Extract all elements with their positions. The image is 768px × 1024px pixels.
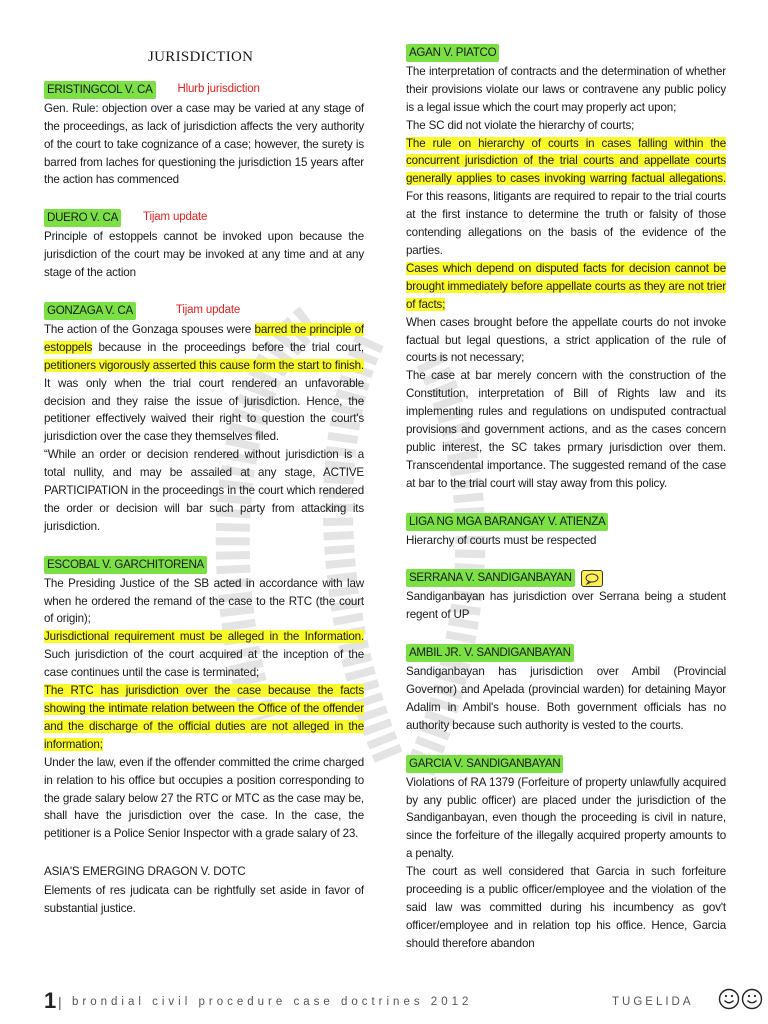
text-run: because in the proceedings before the trial court, [92,340,364,354]
case-liga [406,513,726,550]
case-title: ERISTINGCOL V. CA [44,81,156,99]
right-column [406,44,726,973]
case-text: The SC did not violate the hierarchy of courts; [406,118,635,132]
case-title: AGAN V. PIATCO [406,44,499,62]
case-title: GONZAGA V. CA [44,302,136,320]
case-title: GARCIA V. SANDIGANBAYAN [406,755,563,773]
page-footer [44,988,764,1018]
page-number: 1 [44,988,57,1013]
comment-icon[interactable] [581,570,603,587]
case-agan [406,44,726,493]
footer-author: TUGELIDA [612,996,694,1008]
case-text [406,135,726,260]
case-title: SERRANA V. SANDIGANBAYAN [406,569,575,587]
case-text: The Presiding Justice of the SB acted in accordance with law when he ordered the remand of the case to the RTC (the court of origin); [44,576,364,626]
case-text [44,628,364,682]
case-text: Sandiganbayan has jurisdiction over Serrana being a student regent of UP [406,590,726,622]
text-run: It was only when the trial court rendered an unfavorable decision and they raise the issue of jurisdiction. Hence, the petitioner effectively waived their right to question the court's jurisdiction over the case they themselves filed. [44,376,364,444]
highlighted-text: The RTC has jurisdiction over the case because the facts showing the intimate relation between the Office of the offender and the discharge of the official duties are not alleged in the information; [44,684,364,751]
footer-separator: | [58,994,62,1010]
case-text: Violations of RA 1379 (Forfeiture of property unlawfully acquired by any public officer) are placed under the jurisdiction of the Sandiganbayan, even though the proceeding is civil in nature, since the forfeiture of the illegally acquired property amounts to a penalty. [406,775,726,861]
case-asias [44,863,364,918]
highlighted-text: The rule on hierarchy of courts in cases falling within the concurrent jurisdiction of the trial courts and appellate courts generally applies to cases invoking warring factual allegations. [406,136,726,186]
highlighted-text: petitioners vigorously asserted this cause form the start to finish. [44,358,364,372]
case-title: ESCOBAL V. GARCHITORENA [44,556,207,574]
case-text: When cases brought before the appellate courts do not invoke factual but legal questions, a strict application of the rule of courts is not necessary; [406,315,726,365]
case-text [406,260,726,314]
smiley-icon [718,988,764,1010]
left-column [44,44,364,938]
case-gonzaga [44,302,364,536]
case-text: Principle of estoppels cannot be invoked upon because the jurisdiction of the court may be invoked at any time and at any stage of the action [44,230,364,280]
highlighted-text: barred the principle of estoppels [44,322,364,354]
case-garcia [406,755,726,953]
case-text: Gen. Rule: objection over a case may be varied at any stage of the proceedings, as lack of jurisdiction affects the very authority of the court to take cognizance of a case; however, the surety is barred from laches for questioning the jurisdiction 15 years after the action has commenced [44,101,364,187]
case-note: Tijam update [175,303,241,316]
case-text: Hierarchy of courts must be respected [406,533,597,547]
case-title: DUERO V. CA [44,209,121,227]
highlighted-text: Jurisdictional requirement must be alleged in the Information. [44,630,364,644]
case-escobal [44,556,364,844]
case-note: Tijam update [143,211,208,224]
case-text [44,321,364,446]
case-text [44,682,364,754]
case-text: The case at bar merely concern with the construction of the Constitution, interpretation of Bill of Rights law and its implementing rules and regulations on undisputed contractual provisions and government actions, and as the cases concern public interest, the SC takes prmary jurisdiction over them. Transcendental importance. The suggested remand of the case at bar to the trial court will stay away from this policy. [406,369,726,490]
case-serrana [406,569,726,624]
text-run: Such jurisdiction of the court acquired at the inception of the case continues until the case is terminated; [44,648,364,680]
case-title: ASIA'S EMERGING DRAGON V. DOTC [44,865,246,879]
smiley-icons [718,988,764,1015]
case-text: Elements of res judicata can be rightfully set aside in favor of substantial justice. [44,884,364,916]
highlighted-text: Cases which depend on disputed facts for decision cannot be brought immediately before appellate courts as they are not trier of facts; [406,261,726,311]
case-text: Sandiganbayan has jurisdiction over Ambil (Provincial Governor) and Apelada (provincial warden) for detaining Mayor Adalim in Ambil's house. Both government officials has no authority because such authority is vested to the courts. [406,665,726,732]
case-title: AMBIL JR. V. SANDIGANBAYAN [406,644,574,662]
text-run: The action of the Gonzaga spouses were [44,322,255,336]
case-duero [44,209,364,282]
case-eristingcol [44,81,364,189]
footer-description: brondial civil procedure case doctrines 2012 [72,996,473,1008]
case-quote: “While an order or decision rendered without jurisdiction is a total nullity, and may be assailed at any stage, ACTIVE PARTICIPATION in the proceedings in the court which rendered the order or decision will bar such party from attacking its jurisdiction. [44,448,364,533]
case-text: Under the law, even if the offender committed the crime charged in relation to his office but occupies a position corresponding to the grade salary below 27 the RTC or MTC as the case may be, shall have the jurisdiction over the case. In the case, the petitioner is a Police Senior Inspector with a grade salary of 23. [44,755,364,841]
case-text: The interpretation of contracts and the determination of whether their provisions violate our laws or contravene any public policy is a legal issue which the court may properly act upon; [406,64,726,114]
case-title: LIGA NG MGA BARANGAY V. ATIENZA [406,513,608,531]
case-note: Hlurb jurisdiction [177,82,260,95]
section-heading: JURISDICTION [148,49,254,65]
text-run: For this reasons, litigants are required to repair to the trial courts at the first instance to determine the truth or falsity of those contending allegations on the basis of the evidence of the parties. [406,190,726,257]
case-ambil [406,644,726,735]
case-text: The court as well considered that Garcia in such forfeiture proceeding is a public officer/employee and the violation of the said law was committed during his incumbency as gov't officer/employee and in relation top his office. Hence, Garcia should therefore abandon [406,865,726,950]
